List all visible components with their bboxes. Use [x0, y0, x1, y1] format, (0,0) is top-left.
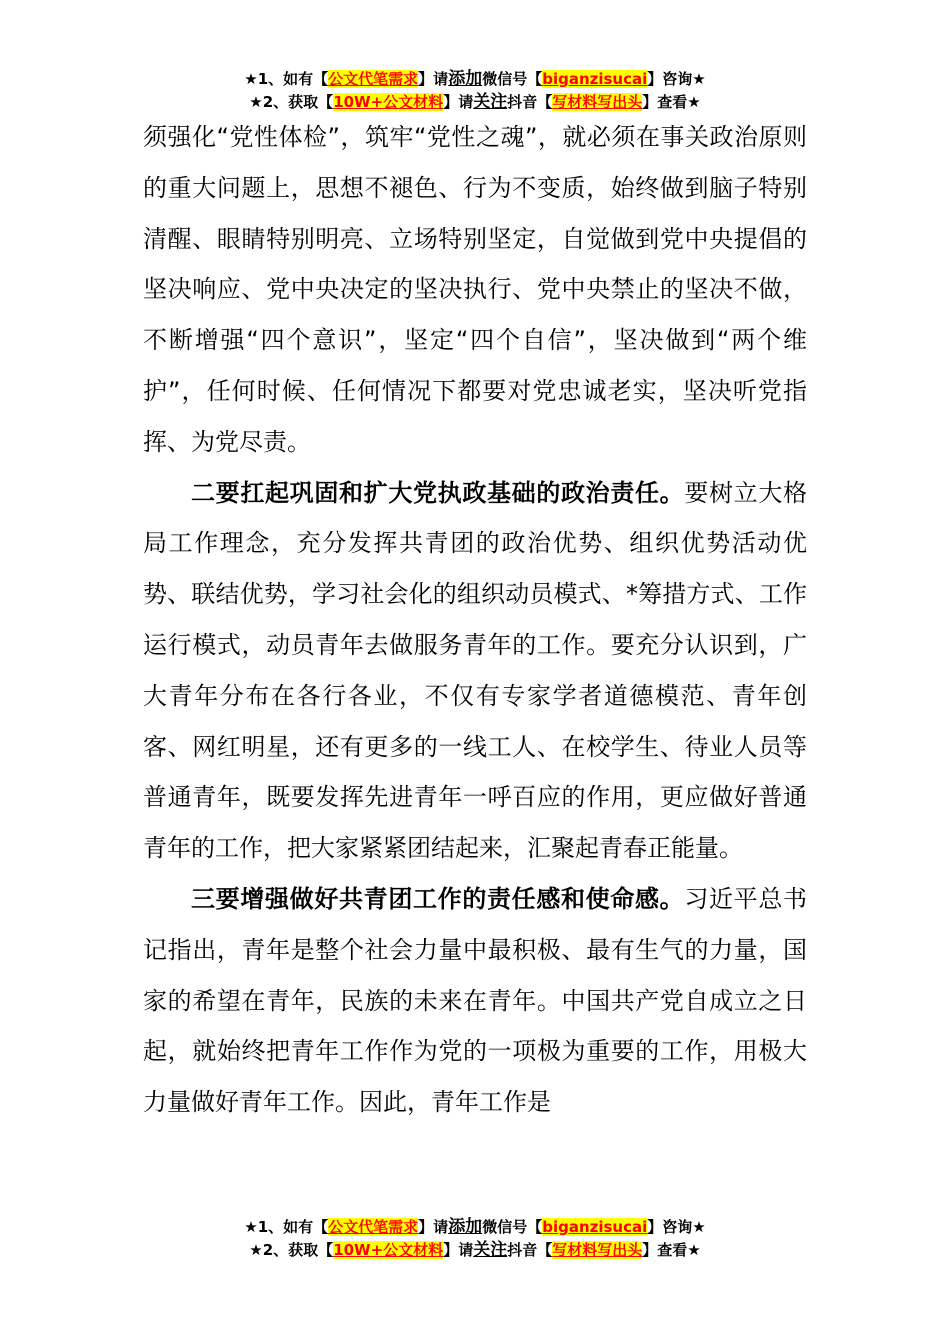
- paragraph-3: [143, 874, 807, 1128]
- banner-text: 微信号【: [482, 70, 543, 88]
- banner-text: 抖音【: [507, 1241, 553, 1259]
- paragraph-2-text: 要树立大格局工作理念，充分发挥共青团的政治优势、组织优势活动优势、联结优势，学习社会化的组织动员模式、*筹措方式、工作运行模式，动员青年去做服务青年的工作。要充分认识到，广大青年分布在各行各业，不仅有专家学者道德模范、青年创客、网红明星，还有更多的一线工人、在校学生、待业人员等普通青年，既要发挥先进青年一呼百应的作用，更应做好普通青年的工作，把大家紧紧团结起来，汇聚起青春正能量。: [143, 478, 808, 863]
- highlight-service: 公文代笔需求: [328, 1218, 419, 1236]
- paragraph-3-heading: 三要增强做好共青团工作的责任感和使命感。: [191, 884, 685, 913]
- banner-text: 】咨询★: [647, 1218, 706, 1236]
- highlight-wechat-id: biganzisucai: [542, 1218, 648, 1236]
- banner-text: ★2、获取【: [249, 1241, 334, 1259]
- highlight-materials: 10W+公文材料: [333, 93, 444, 111]
- highlight-douyin: 写材料写出头: [552, 1241, 643, 1259]
- banner-text: 】查看★: [642, 93, 701, 111]
- banner-line-2: [0, 91, 950, 114]
- banner-text: 微信号【: [482, 1218, 543, 1236]
- banner-text: 】请: [443, 1241, 474, 1259]
- highlight-service: 公文代笔需求: [328, 70, 419, 88]
- banner-emphasis: 添加: [448, 1217, 483, 1237]
- banner-text: 抖音【: [507, 93, 553, 111]
- document-body: [143, 112, 807, 1128]
- banner-text: ★2、获取【: [249, 93, 334, 111]
- banner-emphasis: 添加: [448, 69, 483, 89]
- banner-text: ★1、如有【: [244, 1218, 329, 1236]
- banner-line-1: [0, 68, 950, 91]
- banner-text: 】咨询★: [647, 70, 706, 88]
- paragraph-2-heading: 二要扛起巩固和扩大党执政基础的政治责任。: [191, 478, 685, 507]
- highlight-douyin: 写材料写出头: [552, 93, 643, 111]
- banner-text: ★1、如有【: [244, 70, 329, 88]
- paragraph-2: [143, 468, 807, 874]
- footer-banner: [0, 1216, 950, 1262]
- banner-text: 】请: [418, 1218, 449, 1236]
- paragraph-1: 须强化“党性体检”，筑牢“党性之魂”，就必须在事关政治原则的重大问题上，思想不褪色、行为不变质，始终做到脑子特别清醒、眼睛特别明亮、立场特别坚定，自觉做到党中央提倡的坚决响应、党中央决定的坚决执行、党中央禁止的坚决不做，不断增强“四个意识”，坚定“四个自信”，坚决做到“两个维护”，任何时候、任何情况下都要对党忠诚老实，坚决听党指挥、为党尽责。: [143, 123, 807, 456]
- banner-text: 】请: [418, 70, 449, 88]
- banner-line-1: [0, 1216, 950, 1239]
- banner-text: 】查看★: [642, 1241, 701, 1259]
- highlight-materials: 10W+公文材料: [333, 1241, 444, 1259]
- highlight-wechat-id: biganzisucai: [542, 70, 648, 88]
- paragraph-3-text: 习近平总书记指出，青年是整个社会力量中最积极、最有生气的力量，国家的希望在青年，民族的未来在青年。中国共产党自成立之日起，就始终把青年工作作为党的一项极为重要的工作，用极大力量做好青年工作。因此，青年工作是: [143, 884, 808, 1117]
- header-banner: [0, 68, 950, 114]
- banner-emphasis: 关注: [473, 1240, 508, 1260]
- banner-emphasis: 关注: [473, 92, 508, 112]
- banner-line-2: [0, 1239, 950, 1262]
- banner-text: 】请: [443, 93, 474, 111]
